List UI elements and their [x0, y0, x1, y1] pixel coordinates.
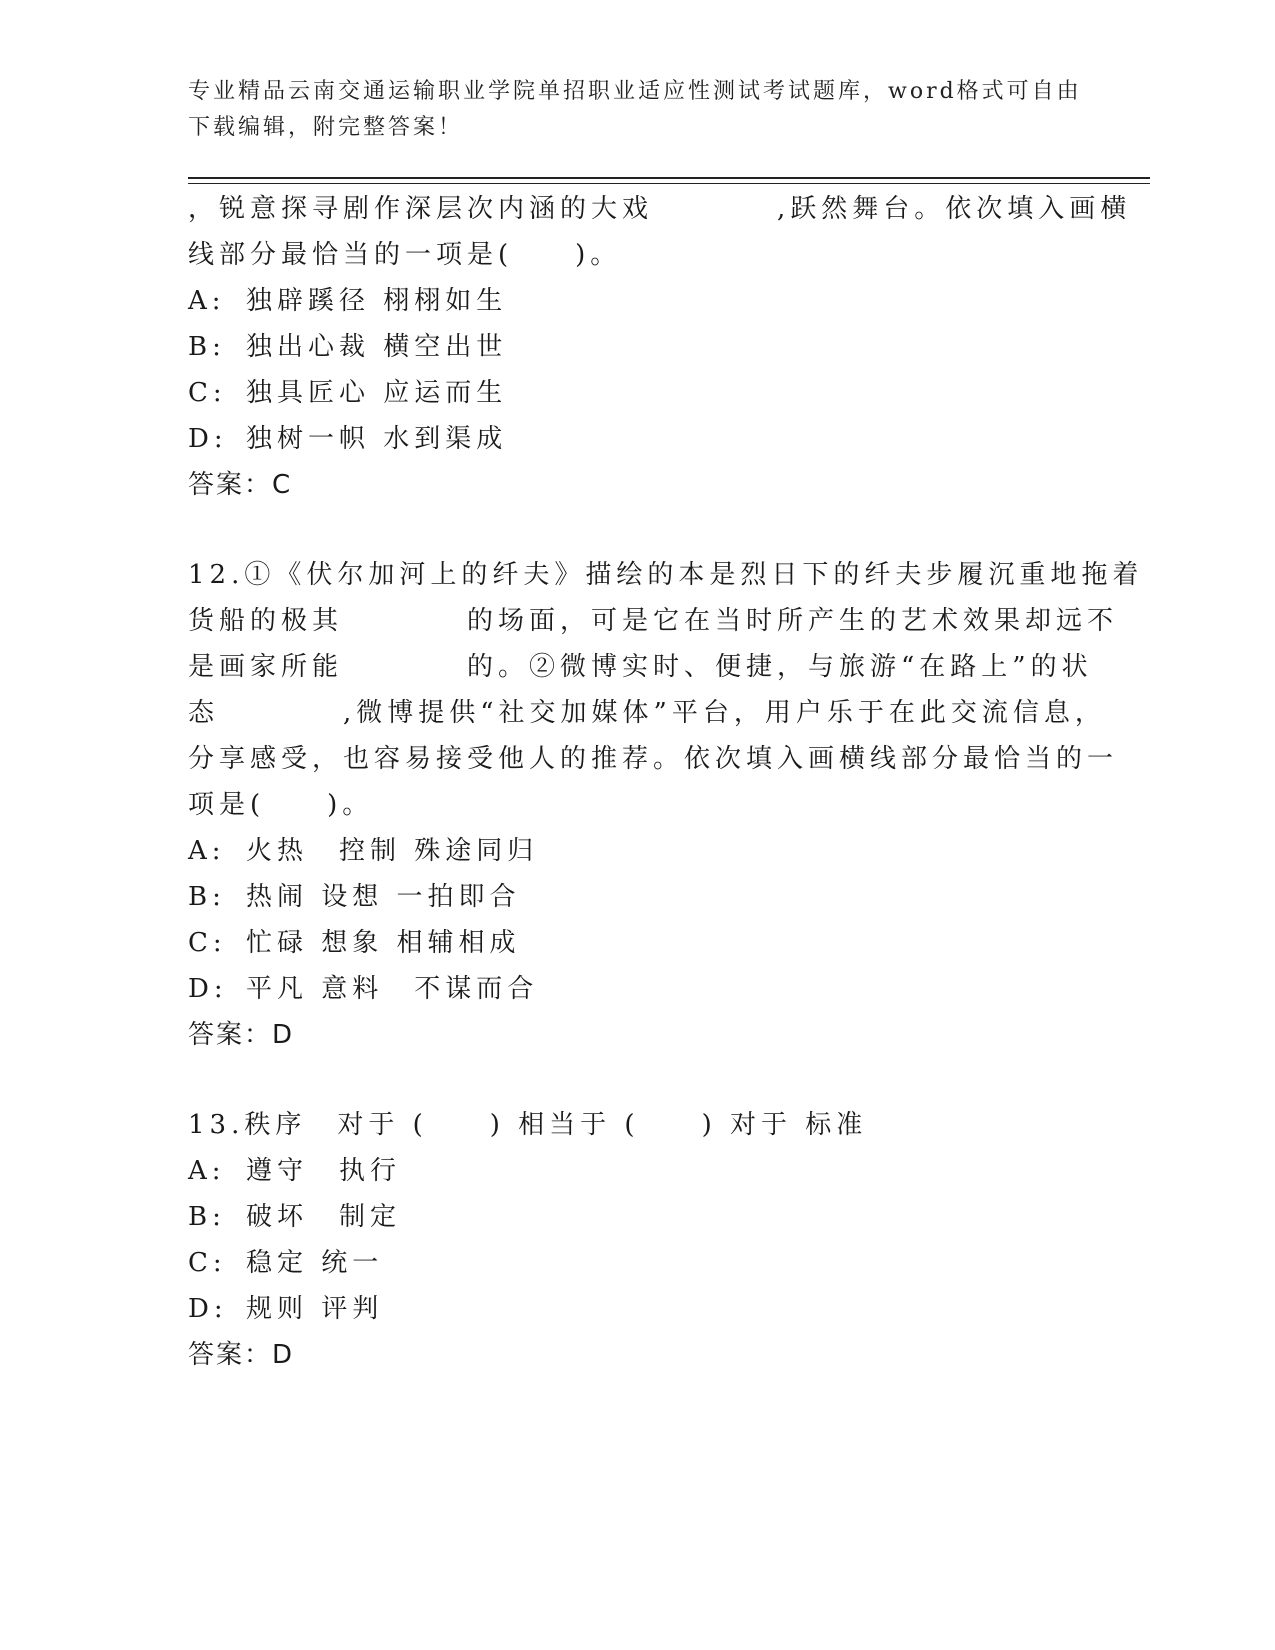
- option-letter: C:: [188, 1248, 227, 1278]
- question-13: [188, 1102, 1088, 1378]
- option-text: 独辟蹊径 栩栩如生: [246, 286, 508, 316]
- option-c: [188, 920, 1088, 966]
- option-b: [188, 324, 1088, 370]
- question-text-line: 货船的极其 的场面，可是它在当时所产生的艺术效果却远不: [188, 606, 1119, 636]
- option-letter: B:: [188, 1202, 226, 1232]
- option-text: 独树一帜 水到渠成: [246, 424, 508, 454]
- option-d: [188, 966, 1088, 1012]
- question-12: [188, 552, 1144, 1058]
- header-rule-thick: [188, 177, 1150, 179]
- answer-line: 答案：D: [188, 1340, 295, 1370]
- option-text: 平凡 意料 不谋而合: [246, 974, 539, 1004]
- question-text-line: ，锐意探寻剧作深层次内涵的大戏 ,跃然舞台。依次填入画横: [188, 194, 1132, 224]
- option-text: 破坏 制定: [246, 1202, 402, 1232]
- question-text-line: 12.①《伏尔加河上的纤夫》描绘的本是烈日下的纤夫步履沉重地拖着: [188, 560, 1144, 590]
- option-text: 遵守 执行: [246, 1156, 402, 1186]
- header-rule-thin: [188, 183, 1150, 184]
- option-letter: D:: [188, 974, 228, 1004]
- question-text-line: 线部分最恰当的一项是( )。: [188, 240, 622, 270]
- answer-line: 答案：C: [188, 470, 293, 500]
- option-letter: C:: [188, 928, 227, 958]
- page-header: [188, 74, 1088, 146]
- option-text: 独出心裁 横空出世: [246, 332, 508, 362]
- option-a: [188, 278, 1088, 324]
- option-text: 规则 评判: [246, 1294, 384, 1324]
- option-b: [188, 874, 1088, 920]
- option-letter: A:: [188, 836, 226, 866]
- header-line-2: 下载编辑，附完整答案！: [188, 115, 464, 140]
- option-a: [188, 828, 1088, 874]
- header-line-1: 专业精品云南交通运输职业学院单招职业适应性测试考试题库，word格式可自由: [188, 79, 1082, 104]
- option-d: [188, 1286, 1088, 1332]
- option-text: 火热 控制 殊途同归: [246, 836, 539, 866]
- answer-line: 答案：D: [188, 1020, 295, 1050]
- question-text-line: 是画家所能 的。②微博实时、便捷，与旅游“在路上”的状: [188, 652, 1093, 682]
- option-letter: B:: [188, 882, 226, 912]
- option-letter: C:: [188, 378, 227, 408]
- option-letter: A:: [188, 1156, 226, 1186]
- option-text: 独具匠心 应运而生: [246, 378, 508, 408]
- option-b: [188, 1194, 1088, 1240]
- option-text: 热闹 设想 一拍即合: [246, 882, 521, 912]
- option-d: [188, 416, 1088, 462]
- option-a: [188, 1148, 1088, 1194]
- option-letter: B:: [188, 332, 226, 362]
- option-text: 忙碌 想象 相辅相成: [246, 928, 521, 958]
- question-text-line: 13.秩序 对于 ( ) 相当于 ( ) 对于 标准: [188, 1110, 868, 1140]
- option-text: 稳定 统一: [246, 1248, 384, 1278]
- option-letter: D:: [188, 424, 228, 454]
- option-letter: D:: [188, 1294, 228, 1324]
- option-c: [188, 370, 1088, 416]
- question-text-line: 分享感受，也容易接受他人的推荐。依次填入画横线部分最恰当的一: [188, 744, 1119, 774]
- option-c: [188, 1240, 1088, 1286]
- option-letter: A:: [188, 286, 226, 316]
- question-11: [188, 186, 1132, 508]
- page-content: [188, 186, 1144, 1378]
- question-text-line: 项是( )。: [188, 790, 374, 820]
- question-text-line: 态 ,微博提供“社交加媒体”平台，用户乐于在此交流信息，: [188, 698, 1106, 728]
